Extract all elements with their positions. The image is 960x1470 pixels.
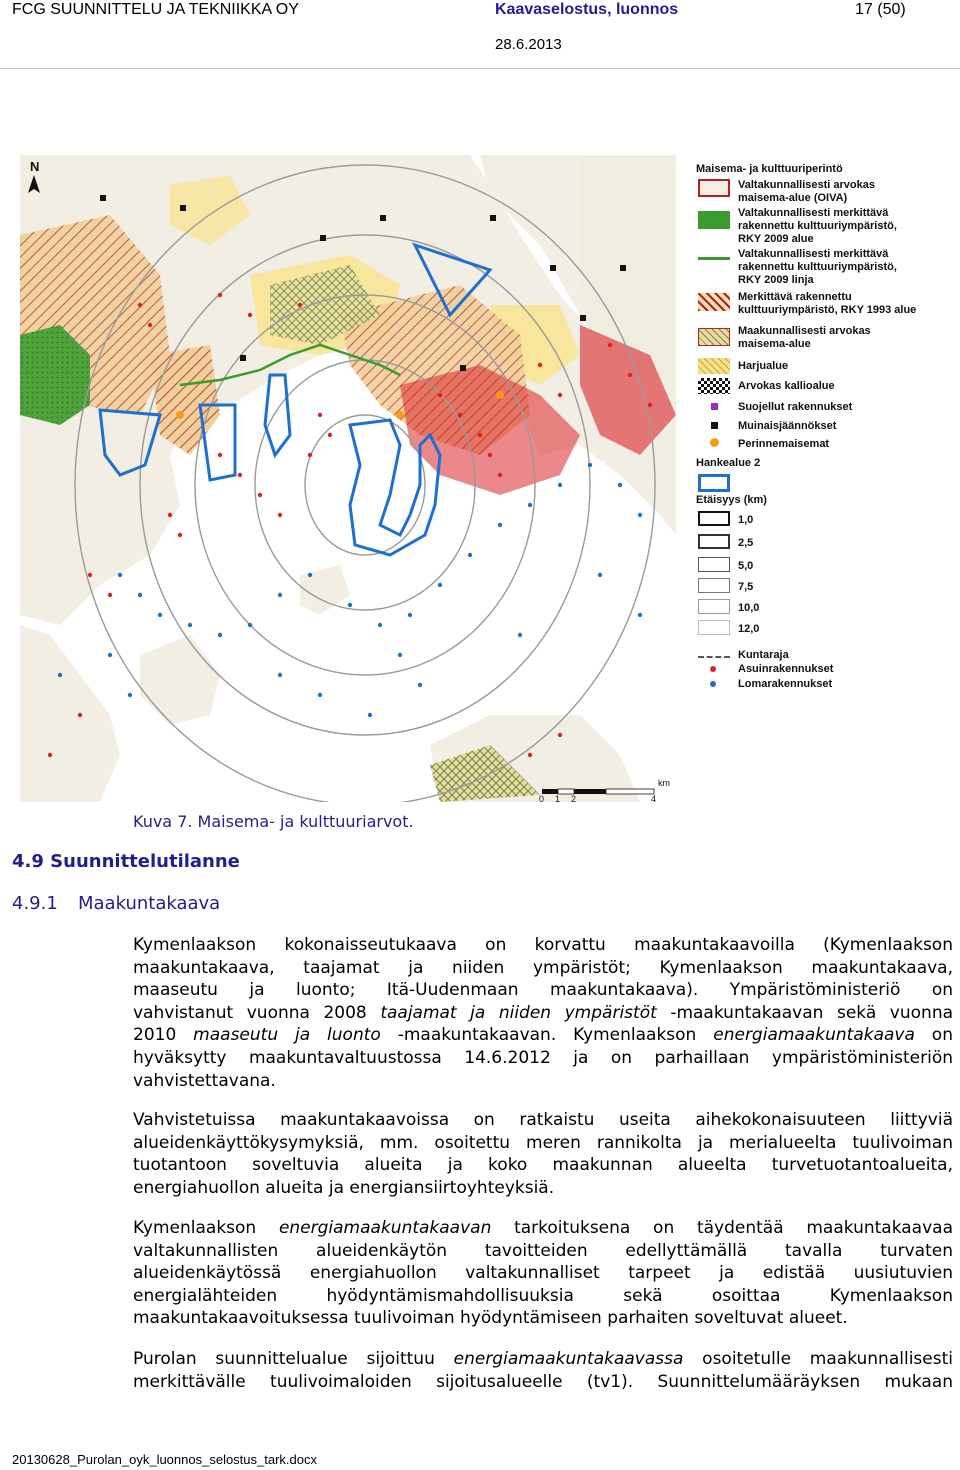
landscape-map [20, 155, 676, 802]
legend-label-1: Valtakunnallisesti merkittävä rakennettu kulttuuriympäristö, RKY 2009 alue [738, 207, 897, 245]
legend-label-6: Arvokas kallioalue [738, 380, 835, 392]
p1-line-3: maaseutu ja luonto; Itä-Uudenmaan maakuntakaava). Ympäristöministeriö on [133, 980, 953, 1001]
legend-distance-2: 2,5 [738, 537, 754, 549]
map-graphic [20, 155, 676, 802]
svg-text:0: 0 [539, 794, 545, 802]
p3-line-1: Kymenlaakson energiamaakuntakaavan tarkoituksena on täydentää maakuntakaavaa [133, 1218, 953, 1238]
legend-distance-5: 10,0 [738, 602, 760, 614]
p4-line-1: Purolan suunnittelualue sijoittuu energiamaakuntakaavassa osoitetulle maakunnallisesti [133, 1349, 953, 1369]
p2-line-1: Vahvistetuissa maakuntakaavoissa on ratkaistu useita aihekokonaisuuteen liittyviä [133, 1110, 953, 1130]
legend-symbol-ancient-remains [711, 422, 718, 429]
legend-symbol-regional-landscape [698, 328, 730, 346]
p3-line-5: maakuntakaavoituksessa tuulivoiman hyödyntämiseen parhaiten soveltuvat alueet. [133, 1308, 848, 1329]
p1-line-4: vahvistanut vuonna 2008 taajamat ja niiden ympäristöt -maakuntakaavan sekä vuonna [133, 1002, 954, 1023]
p2-line-2: alueidenkäyttökysymyksiä, mm. osoitettu meren rannikolta ja merialueelta tuulivoiman [133, 1132, 953, 1153]
legend-label-3: Merkittävä rakennettu kulttuuriympäristö, RKY 1993 alue [738, 291, 917, 316]
legend-distance-3: 5,0 [738, 560, 754, 572]
p4-line-2: merkittävälle tuulivoimaloiden sijoitusalueelle (tv1). Suunnittelumääräyksen mukaan [133, 1371, 953, 1392]
p1-line-7: vahvistettavana. [133, 1070, 276, 1091]
legend-ring-2 [698, 534, 730, 549]
section-number: 4.9 [12, 851, 44, 872]
legend-distance-4: 7,5 [738, 581, 754, 593]
legend-ring-1 [698, 511, 730, 526]
p1-line-2: maakuntakaava, taajamat ja niiden ympäristöt; Kymenlaakson maakuntakaava, [133, 957, 953, 978]
legend-label-4: Maakunnallisesti arvokas maisema-alue [738, 325, 871, 350]
p1-line-6: hyväksytty maakuntavaltuustossa 14.6.2012 ja on parhaillaan ympäristöministeriön [133, 1047, 953, 1068]
p3-line-3: alueidenkäytössä energiahuollon valtakunnalliset tarpeet ja edistää uusiutuvien [133, 1263, 953, 1284]
legend-symbol-holiday-houses [710, 681, 716, 687]
legend-symbol-protected-building [711, 403, 718, 410]
legend-ring-4 [698, 578, 730, 593]
legend-label-municipal-border: Kuntaraja [738, 649, 789, 661]
map-legend [676, 155, 960, 802]
page-number: 17 (50) [855, 1, 906, 18]
section-heading [12, 851, 240, 872]
legend-distance-6: 12,0 [738, 623, 760, 635]
paragraph-2 [133, 1109, 953, 1199]
p3-line-4: energialähteiden hyödyntämismahdollisuuksia sekä osoittaa Kymenlaakson [133, 1285, 953, 1306]
legend-symbol-heritage-landscape [710, 438, 719, 447]
p3-line-2: valtakunnallisten alueidenkäytön tavoitteiden edellyttämällä tavalla turvaten [133, 1240, 953, 1261]
legend-symbol-project-area [698, 474, 730, 492]
document-date: 28.6.2013 [495, 36, 562, 53]
p1-line-1: Kymenlaakson kokonaisseutukaava on korvattu maakuntakaavoilla (Kymenlaakson [133, 935, 953, 955]
legend-symbol-dwellings [710, 666, 716, 672]
document-title: Kaavaselostus, luonnos [495, 1, 679, 18]
p1-line-5: 2010 maaseutu ja luonto -maakuntakaavan. Kymenlaakson energiamaakuntakaava on [133, 1025, 953, 1046]
legend-distance-1: 1,0 [738, 514, 754, 526]
legend-project-area-title: Hankealue 2 [696, 457, 761, 469]
svg-text:1: 1 [555, 794, 561, 802]
legend-symbol-rock-area [698, 378, 730, 394]
legend-ring-3 [698, 557, 730, 572]
organization-name: FCG SUUNNITTELU JA TEKNIIKKA OY [12, 1, 299, 18]
legend-label-holiday-houses: Lomarakennukset [738, 678, 833, 690]
legend-distance-title: Etäisyys (km) [696, 494, 767, 506]
subsection-heading [12, 893, 220, 914]
svg-text:2: 2 [571, 794, 577, 802]
p2-line-3: tuotantoon soveltuvia alueita ja koko maakunnan alueelta turvetuotantoalueita, [133, 1155, 953, 1176]
legend-ring-5 [698, 599, 730, 614]
header-divider [0, 68, 960, 69]
legend-label-8: Muinaisjäännökset [738, 420, 837, 432]
page-header [0, 0, 960, 70]
section-title: Suunnittelutilanne [50, 851, 240, 872]
subsection-number: 4.9.1 [12, 893, 58, 914]
legend-label-0: Valtakunnallisesti arvokas maisema-alue (OIVA) [738, 179, 875, 204]
legend-label-5: Harjualue [738, 360, 789, 372]
file-name-footer: 20130628_Purolan_oyk_luonnos_selostus_tark.docx [12, 1452, 317, 1467]
subsection-title: Maakuntakaava [78, 893, 221, 914]
svg-text:km: km [658, 778, 670, 788]
paragraph-1 [133, 934, 953, 1092]
legend-symbol-municipal-border [698, 656, 730, 658]
legend-label-9: Perinnemaisemat [738, 438, 830, 450]
legend-label-2: Valtakunnallisesti merkittävä rakennettu kulttuuriympäristö, RKY 2009 linja [738, 248, 897, 286]
legend-ring-6 [698, 620, 730, 635]
p2-line-4: energiahuollon alueita ja energiansiirtoyhteyksiä. [133, 1177, 555, 1198]
legend-symbol-ridge [698, 358, 730, 374]
legend-label-dwellings: Asuinrakennukset [738, 663, 834, 675]
figure-caption: Kuva 7. Maisema- ja kulttuuriarvot. [133, 812, 414, 831]
svg-text:4: 4 [651, 794, 657, 802]
svg-text:N: N [30, 159, 40, 174]
legend-symbol-rky-line [698, 257, 730, 260]
paragraph-3 [133, 1217, 953, 1330]
legend-label-7: Suojellut rakennukset [738, 401, 853, 413]
legend-title: Maisema- ja kulttuuriperintö [696, 163, 843, 175]
legend-symbol-rky1993 [698, 293, 730, 311]
legend-symbol-national-landscape [698, 179, 730, 197]
paragraph-4 [133, 1348, 953, 1393]
legend-symbol-rky-area [698, 211, 730, 229]
